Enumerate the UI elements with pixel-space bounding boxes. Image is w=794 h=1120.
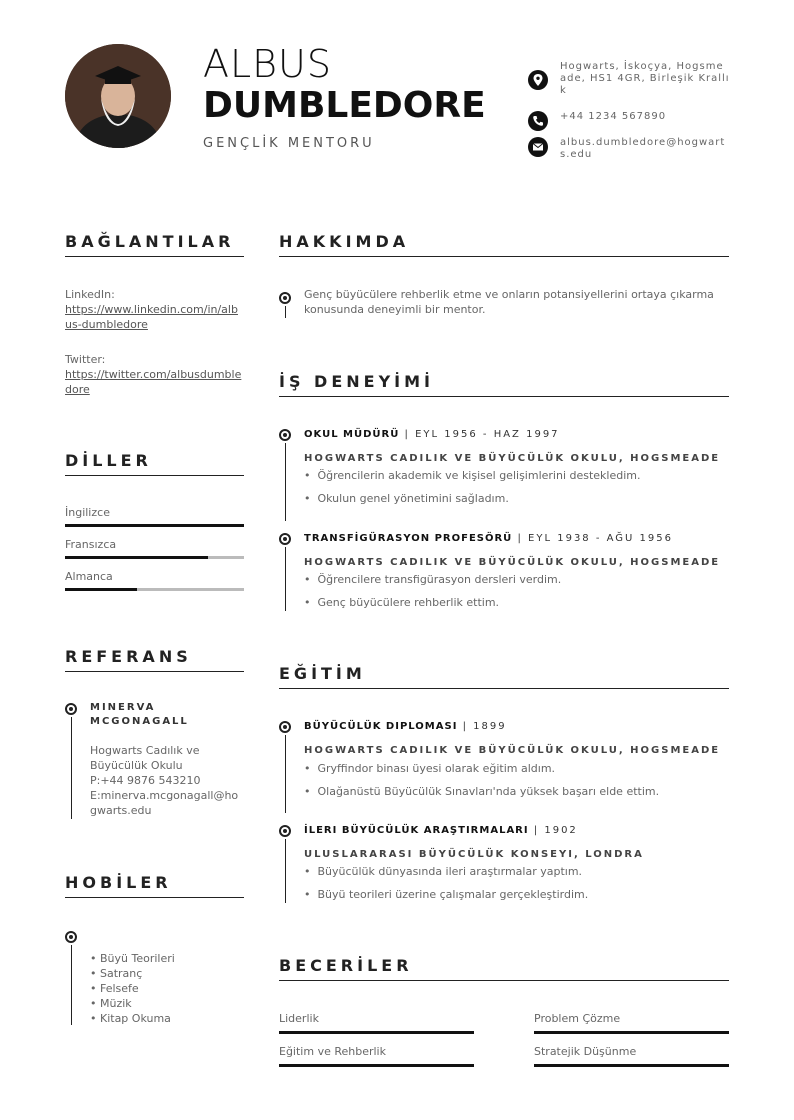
about-timeline [285, 306, 286, 318]
education-dot-icon [279, 825, 291, 837]
phone-icon [528, 111, 548, 131]
edu-title-line: İLERI BÜYÜCÜLÜK ARAŞTIRMALARI | 1902 [304, 825, 578, 836]
language-name: Almanca [65, 570, 113, 583]
job-bullet: • Öğrencilerin akademik ve kişisel gelişimlerini destekledim. [304, 469, 641, 482]
reference-timeline [71, 717, 72, 819]
linkedin-block [65, 287, 244, 332]
job-bullet: • Genç büyücülere rehberlik ettim. [304, 596, 500, 609]
language-fill [65, 524, 244, 527]
skill-bar [534, 1064, 729, 1067]
language-name: Fransızca [65, 538, 117, 551]
about-heading: HAKKIMDA [279, 232, 410, 251]
reference-phone: P:+44 9876 543210 [90, 774, 201, 787]
first-name: ALBUS [203, 42, 332, 86]
languages-rule [65, 475, 244, 476]
language-item [65, 569, 244, 601]
job-title-line: TRANSFİGÜRASYON PROFESÖRÜ | EYL 1938 - AĞU 1956 [304, 533, 673, 544]
twitter-label: Twitter: [65, 353, 106, 366]
links-rule [65, 256, 244, 257]
reference-name: MINERVA MCGONAGALL [90, 702, 189, 727]
edu-bullet-text: Olağanüstü Büyücülük Sınavları'nda yüksek başarı elde ettim. [317, 785, 660, 798]
skill-name: Problem Çözme [534, 1012, 621, 1025]
hobbies-timeline [71, 945, 72, 1025]
edu-period: 1899 [473, 721, 507, 732]
edu-institution: HOGWARTS CADILIK VE BÜYÜCÜLÜK OKULU, HOGSMEADE [304, 745, 721, 756]
education-timeline [285, 735, 286, 813]
about-dot-icon [279, 292, 291, 304]
contact-address [528, 61, 738, 101]
language-name: İngilizce [65, 506, 110, 519]
edu-bullet: • Olağanüstü Büyücülük Sınavları'nda yüksek başarı elde ettim. [304, 785, 660, 798]
edu-bullet: • Büyücülük dünyasında ileri araştırmalar yaptım. [304, 865, 583, 878]
job-period: EYL 1938 - AĞU 1956 [528, 533, 673, 544]
hobby-item: • Müzik [90, 997, 132, 1010]
hobby-item: • Satranç [90, 967, 143, 980]
job-bullet-text: Genç büyücülere rehberlik ettim. [317, 596, 500, 609]
skill-name: Liderlik [279, 1012, 319, 1025]
language-bar [65, 556, 244, 559]
skills-rule [279, 980, 729, 981]
job-title: GENÇLİK MENTORU [203, 136, 375, 151]
about-rule [279, 256, 729, 257]
skill-item [279, 1011, 474, 1034]
reference-org: Hogwarts Cadılık ve Büyücülük Okulu [90, 744, 200, 772]
skill-bar [534, 1031, 729, 1034]
edu-bullet-text: Büyü teorileri üzerine çalışmalar gerçekleştirdim. [317, 888, 589, 901]
edu-period: 1902 [544, 825, 578, 836]
education-dot-icon [279, 721, 291, 733]
job-company: HOGWARTS CADILIK VE BÜYÜCÜLÜK OKULU, HOGSMEADE [304, 453, 721, 464]
language-item [65, 537, 244, 569]
job-bullet-text: Öğrencilere transfigürasyon dersleri verdim. [317, 573, 562, 586]
experience-timeline [285, 547, 286, 611]
phone-text: +44 1234 567890 [560, 111, 667, 122]
edu-bullet: • Gryffindor binası üyesi olarak eğitim aldım. [304, 762, 556, 775]
about-text: Genç büyücülere rehberlik etme ve onların potansiyellerini ortaya çıkarma konusunda deneyimli bir mentor. [304, 288, 714, 316]
hobby-list [90, 951, 175, 1026]
reference-dot-icon [65, 703, 77, 715]
skill-name: Stratejik Düşünme [534, 1045, 637, 1058]
reference-details [90, 743, 245, 818]
experience-dot-icon [279, 533, 291, 545]
skill-bar [279, 1031, 474, 1034]
language-item [65, 505, 244, 537]
skill-item [534, 1044, 729, 1067]
skill-item [534, 1011, 729, 1034]
email-text[interactable]: albus.dumbledore@hogwarts.edu [560, 137, 726, 160]
reference-rule [65, 671, 244, 672]
experience-dot-icon [279, 429, 291, 441]
edu-bullet-text: Büyücülük dünyasında ileri araştırmalar yaptım. [317, 865, 583, 878]
hobby-item: • Kitap Okuma [90, 1012, 171, 1025]
job-role: OKUL MÜDÜRÜ [304, 429, 400, 440]
job-role: TRANSFİGÜRASYON PROFESÖRÜ [304, 533, 513, 544]
hobby-item: • Büyü Teorileri [90, 952, 175, 965]
twitter-block [65, 352, 244, 397]
reference-email[interactable]: E:minerva.mcgonagall@hogwarts.edu [90, 789, 239, 817]
hobby-item: • Felsefe [90, 982, 139, 995]
language-bar [65, 588, 244, 591]
contact-phone [528, 111, 738, 133]
edu-bullet: • Büyü teorileri üzerine çalışmalar gerçekleştirdim. [304, 888, 589, 901]
skill-name: Eğitim ve Rehberlik [279, 1045, 386, 1058]
language-bar [65, 524, 244, 527]
experience-timeline [285, 443, 286, 521]
linkedin-link[interactable]: https://www.linkedin.com/in/albus-dumbledore [65, 303, 238, 331]
job-company: HOGWARTS CADILIK VE BÜYÜCÜLÜK OKULU, HOGSMEADE [304, 557, 721, 568]
job-bullet-text: Okulun genel yönetimini sağladım. [317, 492, 509, 505]
job-bullet-text: Öğrencilerin akademik ve kişisel gelişimlerini destekledim. [317, 469, 641, 482]
edu-institution: ULUSLARARASI BÜYÜCÜLÜK KONSEYI, LONDRA [304, 849, 644, 860]
education-timeline [285, 839, 286, 903]
links-heading: BAĞLANTILAR [65, 232, 235, 251]
twitter-link[interactable]: https://twitter.com/albusdumbledore [65, 368, 242, 396]
hobbies-rule [65, 897, 244, 898]
envelope-icon [528, 137, 548, 157]
experience-heading: İŞ DENEYİMİ [279, 372, 434, 391]
contact-email [528, 137, 738, 167]
language-fill [65, 588, 137, 591]
address-text: Hogwarts, İskoçya, Hogsmeade, HS1 4GR, Birleşik Krallık [560, 61, 730, 96]
job-bullet: • Okulun genel yönetimini sağladım. [304, 492, 509, 505]
hobbies-dot-icon [65, 931, 77, 943]
edu-bullet-text: Gryffindor binası üyesi olarak eğitim aldım. [317, 762, 556, 775]
skills-heading: BECERİLER [279, 956, 413, 975]
language-list [65, 505, 244, 601]
experience-rule [279, 396, 729, 397]
job-bullet: • Öğrencilere transfigürasyon dersleri verdim. [304, 573, 562, 586]
education-rule [279, 688, 729, 689]
skill-item [279, 1044, 474, 1067]
linkedin-label: LinkedIn: [65, 288, 115, 301]
edu-title-line: BÜYÜCÜLÜK DIPLOMASI | 1899 [304, 721, 507, 732]
avatar [65, 44, 171, 148]
job-period: EYL 1956 - HAZ 1997 [415, 429, 560, 440]
languages-heading: DİLLER [65, 451, 152, 470]
edu-degree: BÜYÜCÜLÜK DIPLOMASI [304, 721, 458, 732]
last-name: DUMBLEDORE [203, 85, 486, 126]
language-fill [65, 556, 208, 559]
hobbies-heading: HOBİLER [65, 873, 172, 892]
reference-heading: REFERANS [65, 647, 192, 666]
edu-degree: İLERI BÜYÜCÜLÜK ARAŞTIRMALARI [304, 825, 529, 836]
education-heading: EĞİTİM [279, 664, 366, 683]
map-pin-icon [528, 70, 548, 90]
job-title-line: OKUL MÜDÜRÜ | EYL 1956 - HAZ 1997 [304, 429, 560, 440]
skill-bar [279, 1064, 474, 1067]
